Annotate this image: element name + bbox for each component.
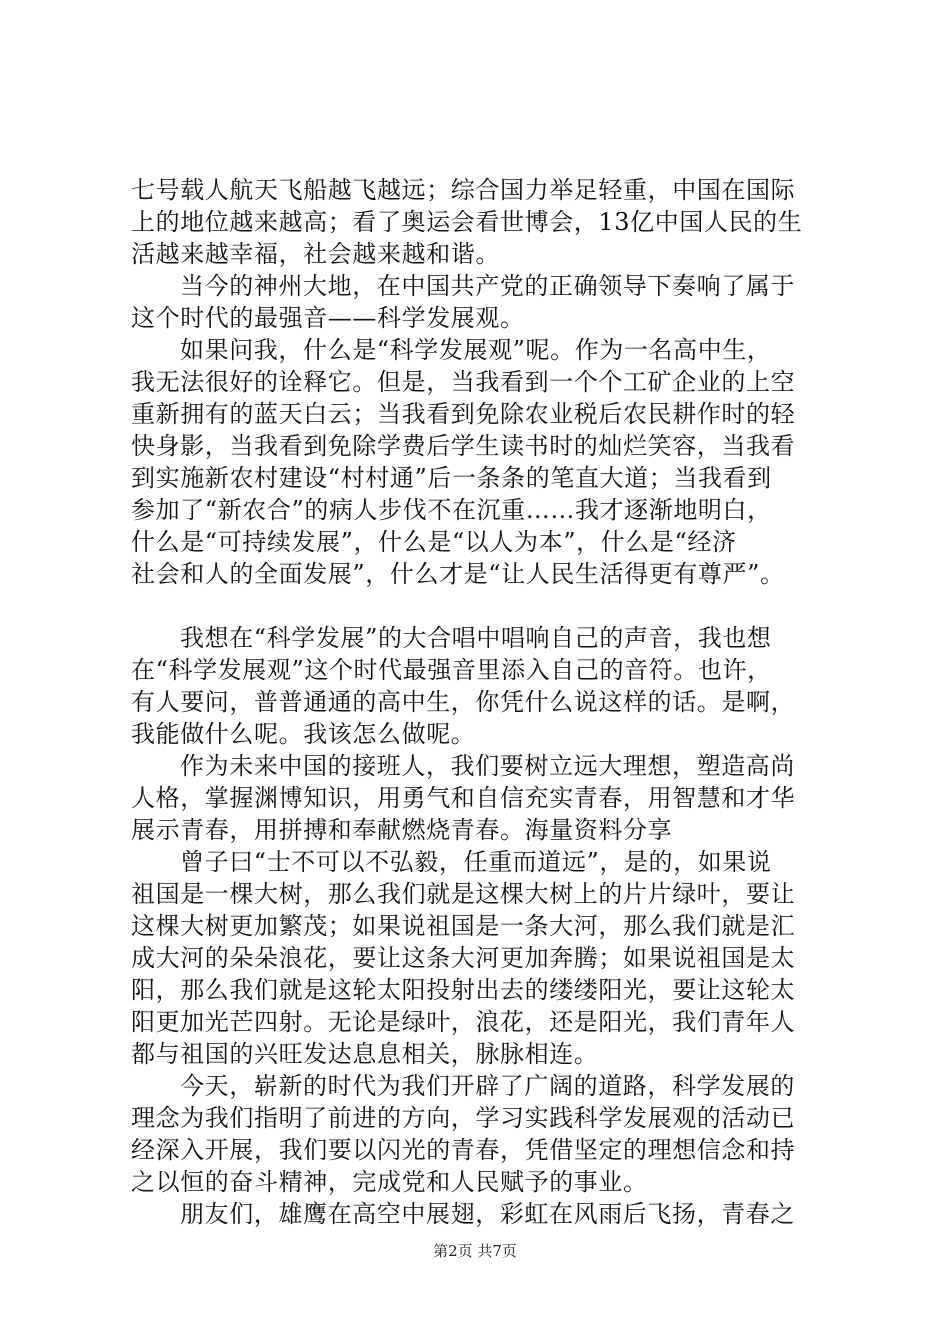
text-line: 成大河的朵朵浪花，要让这条大河更加奔腾；如果说祖国是太 bbox=[131, 944, 796, 972]
text-line: 我能做什么呢。我该怎么做呢。 bbox=[131, 720, 476, 748]
text-line: 社会和人的全面发展”，什么才是“让人民生活得更有尊严”。 bbox=[131, 560, 785, 588]
text-line: 阳更加光芒四射。无论是绿叶，浪花，还是阳光，我们青年人 bbox=[131, 1008, 796, 1036]
text-line: 什么是“可持续发展”，什么是“以人为本”，什么是“经济 bbox=[131, 528, 737, 556]
paragraph bbox=[131, 622, 851, 750]
text-line: 理念为我们指明了前进的方向，学习实践科学发展观的活动已 bbox=[131, 1104, 796, 1132]
paragraph bbox=[131, 846, 851, 1070]
text-line: 都与祖国的兴旺发达息息相关，脉脉相连。 bbox=[131, 1040, 599, 1068]
text-line: 参加了“新农合”的病人步伐不在沉重……我才逐渐地明白， bbox=[131, 496, 772, 524]
text-line: 我无法很好的诠释它。但是，当我看到一个个工矿企业的上空 bbox=[131, 368, 796, 396]
text-line: 我想在“科学发展”的大合唱中唱响自己的声音，我也想 bbox=[180, 624, 772, 652]
text-line: 朋友们，雄鹰在高空中展翅，彩虹在风雨后飞扬，青春之 bbox=[180, 1200, 795, 1228]
text-line: 当今的神州大地，在中国共产党的正确领导下奏响了属于 bbox=[180, 272, 795, 300]
text-line: 曾子曰“士不可以不弘毅，任重而道远”，是的，如果说 bbox=[180, 848, 772, 876]
paragraph bbox=[131, 174, 851, 270]
paragraph bbox=[131, 1070, 851, 1198]
text-line: 在“科学发展观”这个时代最强音里添入自己的音符。也许， bbox=[131, 656, 772, 684]
paragraph bbox=[131, 270, 851, 334]
page-footer: 第2页 共7页 bbox=[433, 1242, 517, 1260]
text-line: 上的地位越来越高；看了奥运会看世博会，13亿中国人民的生 bbox=[131, 208, 803, 236]
text-line: 重新拥有的蓝天白云；当我看到免除农业税后农民耕作时的轻 bbox=[131, 400, 796, 428]
text-line: 祖国是一棵大树，那么我们就是这棵大树上的片片绿叶，要让 bbox=[131, 880, 796, 908]
paragraph bbox=[131, 750, 851, 846]
text-line: 经深入开展，我们要以闪光的青春，凭借坚定的理想信念和持 bbox=[131, 1136, 796, 1164]
text-line: 今天，崭新的时代为我们开辟了广阔的道路，科学发展的 bbox=[180, 1072, 795, 1100]
text-line: 展示青春，用拼搏和奉献燃烧青春。海量资料分享 bbox=[131, 816, 673, 844]
text-line: 人格，掌握渊博知识，用勇气和自信充实青春，用智慧和才华 bbox=[131, 784, 796, 812]
text-line: 之以恒的奋斗精神，完成党和人民赋予的事业。 bbox=[131, 1168, 648, 1196]
document-body bbox=[131, 174, 851, 1230]
text-line: 作为未来中国的接班人，我们要树立远大理想，塑造高尚 bbox=[180, 752, 795, 780]
text-line: 有人要问，普普通通的高中生，你凭什么说这样的话。是啊， bbox=[131, 688, 796, 716]
text-line: 阳，那么我们就是这轮太阳投射出去的缕缕阳光，要让这轮太 bbox=[131, 976, 796, 1004]
text-line: 如果问我，什么是“科学发展观”呢。作为一名高中生， bbox=[180, 336, 772, 364]
text-line: 快身影，当我看到免除学费后学生读书时的灿烂笑容，当我看 bbox=[131, 432, 796, 460]
text-line: 七号载人航天飞船越飞越远；综合国力举足轻重，中国在国际 bbox=[131, 176, 796, 204]
text-line: 这个时代的最强音——科学发展观。 bbox=[131, 304, 525, 332]
text-line: 活越来越幸福，社会越来越和谐。 bbox=[131, 240, 500, 268]
text-line: 这棵大树更加繁茂；如果说祖国是一条大河，那么我们就是汇 bbox=[131, 912, 796, 940]
paragraph-spacer bbox=[131, 590, 851, 622]
paragraph bbox=[131, 334, 851, 590]
text-line: 到实施新农村建设“村村通”后一条条的笔直大道；当我看到 bbox=[131, 464, 772, 492]
paragraph bbox=[131, 1198, 851, 1230]
